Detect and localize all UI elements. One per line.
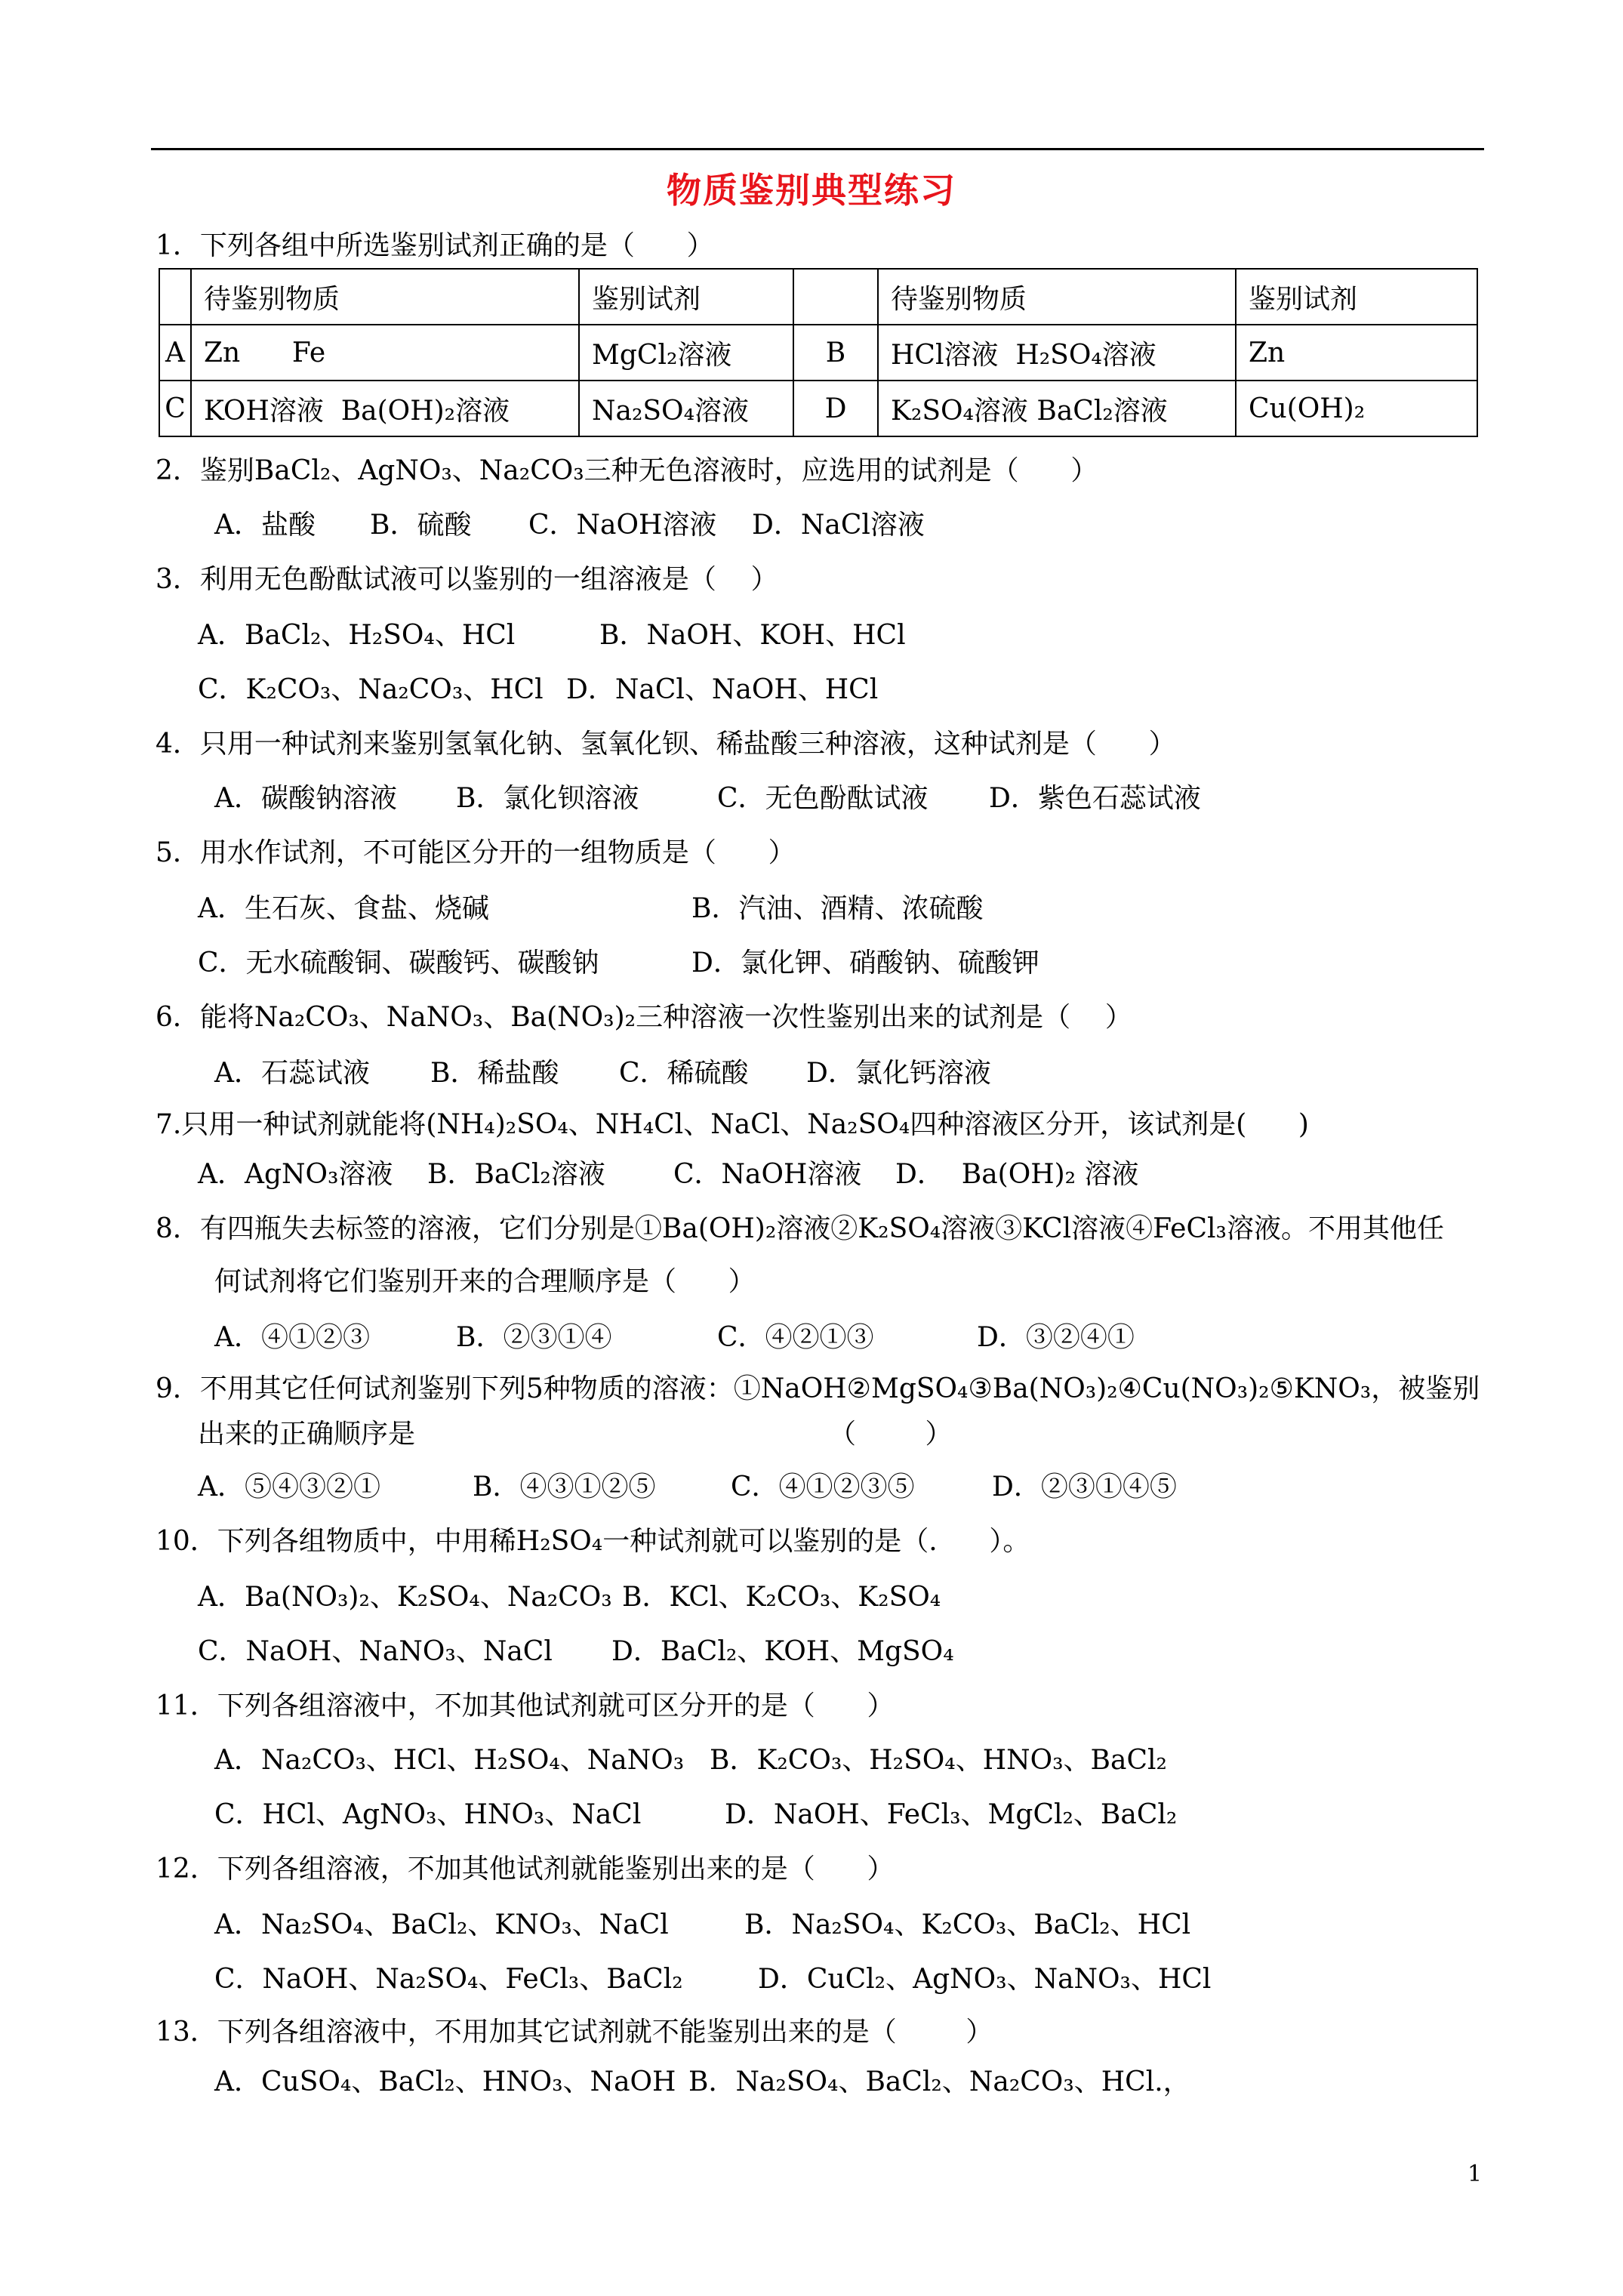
table-cell: HCl溶液 H₂SO₄溶液 xyxy=(878,325,1236,381)
q7-stem: 7.只用一种试剂就能将(NH₄)₂SO₄、NH₄Cl、NaCl、Na₂SO₄四种溶液区分开，该试剂是( ) xyxy=(156,1109,1309,1140)
table-cell: 鉴别试剂 xyxy=(579,269,793,325)
table-cell: 待鉴别物质 xyxy=(191,269,579,325)
q11-option-d: D．NaOH、FeCl₃、MgCl₂、BaCl₂ xyxy=(725,1799,1178,1830)
q13-option-b: B．Na₂SO₄、BaCl₂、Na₂CO₃、HCl.， xyxy=(688,2066,1190,2097)
q3-option-b: B．NaOH、KOH、HCl xyxy=(599,620,906,651)
q8-stem: 8．有四瓶失去标签的溶液，它们分别是①Ba(OH)₂溶液②K₂SO₄溶液③KCl溶液④FeCl₃溶液。不用其他任 xyxy=(156,1213,1444,1244)
q4-option-a: A．碳酸钠溶液 xyxy=(214,783,397,814)
q7-option-c: C．NaOH溶液 xyxy=(673,1159,862,1190)
q4-stem: 4．只用一种试剂来鉴别氢氧化钠、氢氧化钡、稀盐酸三种溶液，这种试剂是（ ） xyxy=(156,729,1176,760)
table-cell: K₂SO₄溶液 BaCl₂溶液 xyxy=(878,381,1236,436)
q6-option-c: C．稀硫酸 xyxy=(619,1058,749,1089)
table-cell: 鉴别试剂 xyxy=(1236,269,1477,325)
q12-option-b: B．Na₂SO₄、K₂CO₃、BaCl₂、HCl xyxy=(744,1909,1191,1940)
table-cell: Zn Fe xyxy=(191,325,579,381)
table-row xyxy=(159,325,1477,381)
q7-option-d: D． Ba(OH)₂ 溶液 xyxy=(895,1159,1139,1190)
q9-option-a: A．⑤④③②① xyxy=(198,1472,380,1502)
q5-option-b: B．汽油、酒精、浓硫酸 xyxy=(691,893,984,924)
q5-option-a: A．生石灰、食盐、烧碱 xyxy=(198,893,489,924)
q9-option-b: B．④③①②⑤ xyxy=(473,1472,656,1502)
table-cell: Zn xyxy=(1236,325,1477,381)
table-cell: A xyxy=(159,325,191,381)
table-cell xyxy=(793,269,878,325)
q2-option-b: B．硫酸 xyxy=(370,510,472,541)
q11-option-c: C．HCl、AgNO₃、HNO₃、NaCl xyxy=(214,1799,642,1830)
q12-option-a: A．Na₂SO₄、BaCl₂、KNO₃、NaCl xyxy=(214,1909,669,1940)
q1-stem: 1．下列各组中所选鉴别试剂正确的是（ ） xyxy=(156,230,714,261)
q13-stem: 13．下列各组溶液中，不用加其它试剂就不能鉴别出来的是（ ） xyxy=(156,2017,993,2048)
q11-option-a: A．Na₂CO₃、HCl、H₂SO₄、NaNO₃ xyxy=(214,1745,685,1776)
q12-option-c: C．NaOH、Na₂SO₄、FeCl₃、BaCl₂ xyxy=(214,1964,683,1995)
q2-option-c: C．NaOH溶液 xyxy=(528,510,717,541)
table-cell: 待鉴别物质 xyxy=(878,269,1236,325)
q3-option-c: C．K₂CO₃、Na₂CO₃、HCl xyxy=(198,674,544,705)
q2-stem: 2．鉴别BaCl₂、AgNO₃、Na₂CO₃三种无色溶液时，应选用的试剂是（ ） xyxy=(156,455,1098,486)
q4-option-d: D．紫色石蕊试液 xyxy=(989,783,1201,814)
header-rule xyxy=(151,148,1484,150)
q12-option-d: D．CuCl₂、AgNO₃、NaNO₃、HCl xyxy=(758,1964,1212,1995)
q8-option-b: B．②③①④ xyxy=(456,1322,612,1353)
page-title: 物质鉴别典型练习 xyxy=(667,170,956,211)
q2-option-a: A．盐酸 xyxy=(214,510,316,541)
q9-option-c: C．④①②③⑤ xyxy=(731,1472,915,1502)
page-number: 1 xyxy=(1467,2161,1483,2187)
q10-option-c: C．NaOH、NaNO₃、NaCl xyxy=(198,1636,553,1667)
q8-stem-continued: 何试剂将它们鉴别开来的合理顺序是（ ） xyxy=(214,1266,756,1297)
q9-answer-blank: （ ） xyxy=(829,1419,953,1450)
q6-option-d: D．氯化钙溶液 xyxy=(806,1058,991,1089)
q8-option-a: A．④①②③ xyxy=(214,1322,370,1353)
table-cell: B xyxy=(793,325,878,381)
q1-table xyxy=(159,268,1478,437)
q7-option-a: A．AgNO₃溶液 xyxy=(198,1159,393,1190)
table-cell: KOH溶液 Ba(OH)₂溶液 xyxy=(191,381,579,436)
q9-option-d: D．②③①④⑤ xyxy=(992,1472,1177,1502)
q12-stem: 12．下列各组溶液，不加其他试剂就能鉴别出来的是（ ） xyxy=(156,1854,895,1885)
q2-option-d: D．NaCl溶液 xyxy=(752,510,925,541)
q5-option-d: D．氯化钾、硝酸钠、硫酸钾 xyxy=(691,948,1039,978)
q10-stem: 10．下列各组物质中，中用稀H₂SO₄一种试剂就可以鉴别的是（. ）。 xyxy=(156,1526,1030,1557)
q6-option-b: B．稀盐酸 xyxy=(430,1058,559,1089)
q9-stem: 9．不用其它任何试剂鉴别下列5种物质的溶液：①NaOH②MgSO₄③Ba(NO₃)₂④Cu(NO₃)₂⑤KNO₃，被鉴别 xyxy=(156,1373,1480,1404)
q10-option-d: D．BaCl₂、KOH、MgSO₄ xyxy=(611,1636,954,1667)
q8-option-c: C．④②①③ xyxy=(717,1322,874,1353)
table-cell: MgCl₂溶液 xyxy=(579,325,793,381)
q5-option-c: C．无水硫酸铜、碳酸钙、碳酸钠 xyxy=(198,948,599,978)
table-cell: D xyxy=(793,381,878,436)
q4-option-b: B．氯化钡溶液 xyxy=(456,783,639,814)
q8-option-d: D．③②④① xyxy=(977,1322,1135,1353)
q3-option-d: D．NaCl、NaOH、HCl xyxy=(566,674,879,705)
q7-option-b: B．BaCl₂溶液 xyxy=(427,1159,605,1190)
q3-option-a: A．BaCl₂、H₂SO₄、HCl xyxy=(198,620,516,651)
table-row xyxy=(159,381,1477,436)
q11-stem: 11．下列各组溶液中，不加其他试剂就可区分开的是（ ） xyxy=(156,1690,895,1721)
q11-option-b: B．K₂CO₃、H₂SO₄、HNO₃、BaCl₂ xyxy=(710,1745,1167,1776)
q13-option-a: A．CuSO₄、BaCl₂、HNO₃、NaOH xyxy=(214,2066,676,2097)
q10-option-b: B．KCl、K₂CO₃、K₂SO₄ xyxy=(622,1582,941,1613)
table-cell: Cu(OH)₂ xyxy=(1236,381,1477,436)
q3-stem: 3．利用无色酚酞试液可以鉴别的一组溶液是（ ） xyxy=(156,564,778,595)
q9-stem-continued: 出来的正确顺序是 xyxy=(198,1419,416,1450)
q6-option-a: A．石蕊试液 xyxy=(214,1058,370,1089)
q6-stem: 6．能将Na₂CO₃、NaNO₃、Ba(NO₃)₂三种溶液一次性鉴别出来的试剂是（ ） xyxy=(156,1002,1132,1033)
q4-option-c: C．无色酚酞试液 xyxy=(717,783,929,814)
q5-stem: 5．用水作试剂，不可能区分开的一组物质是（ ） xyxy=(156,837,796,868)
q10-option-a: A．Ba(NO₃)₂、K₂SO₄、Na₂CO₃ xyxy=(198,1582,612,1613)
table-cell: Na₂SO₄溶液 xyxy=(579,381,793,436)
table-row xyxy=(159,269,1477,325)
table-cell: C xyxy=(159,381,191,436)
table-cell xyxy=(159,269,191,325)
